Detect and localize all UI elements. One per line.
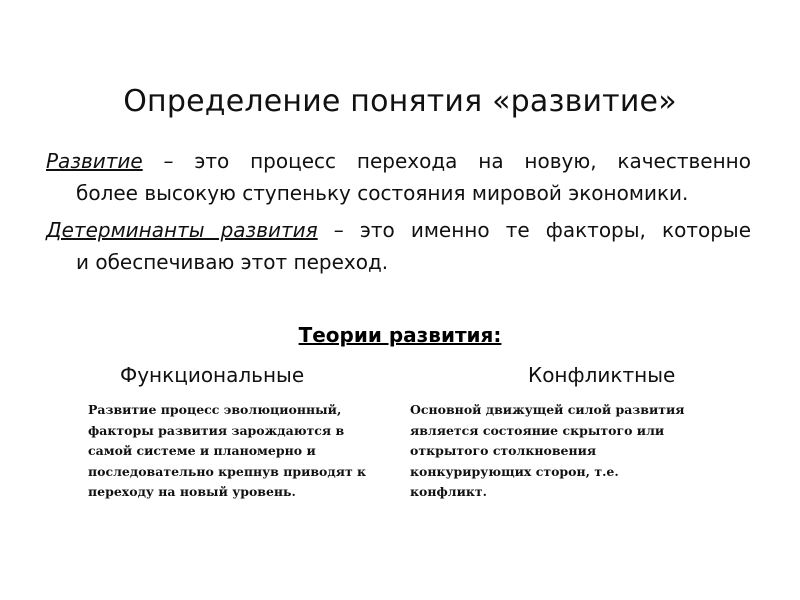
text-line: самой системе и планомерно и <box>88 443 316 458</box>
definition-development-rest: – это процесс перехода на новую, качественно <box>142 149 751 173</box>
text-line: последовательно крепнув приводят к <box>88 463 367 479</box>
definition-determinants <box>46 214 751 278</box>
text-line: конкурирующих сторон, т.е. <box>410 463 619 479</box>
heading-conflict: Конфликтные <box>528 363 676 387</box>
definition-line-1 <box>46 145 751 177</box>
text-line: переходу на новый уровень. <box>88 484 296 499</box>
theories-title: Теории развития: <box>298 323 502 347</box>
text-line: является состояние скрытого или <box>410 422 665 438</box>
term-development: Развитие <box>46 149 143 173</box>
conflict-description <box>410 400 720 503</box>
definition-development <box>46 145 751 209</box>
text-line: факторы развития зарождаются в <box>88 422 345 438</box>
text-line: конфликт. <box>410 484 487 499</box>
functional-description <box>88 400 393 503</box>
text-line: Основной движущей силой развития <box>410 402 685 417</box>
definition-line-2: более высокую ступеньку состояния мировой экономики. <box>76 181 689 205</box>
definition-line-2: и обеспечиваю этот переход. <box>76 250 389 274</box>
term-determinants: Детерминанты развития <box>46 218 318 242</box>
heading-functional: Функциональные <box>120 363 305 387</box>
slide-title: Определение понятия «развитие» <box>123 84 677 119</box>
text-line: открытого столкновения <box>410 443 597 458</box>
definition-determinants-rest: – это именно те факторы, которые <box>317 218 751 242</box>
definition-line-1 <box>46 214 751 246</box>
text-line: Развитие процесс эволюционный, <box>88 402 342 417</box>
